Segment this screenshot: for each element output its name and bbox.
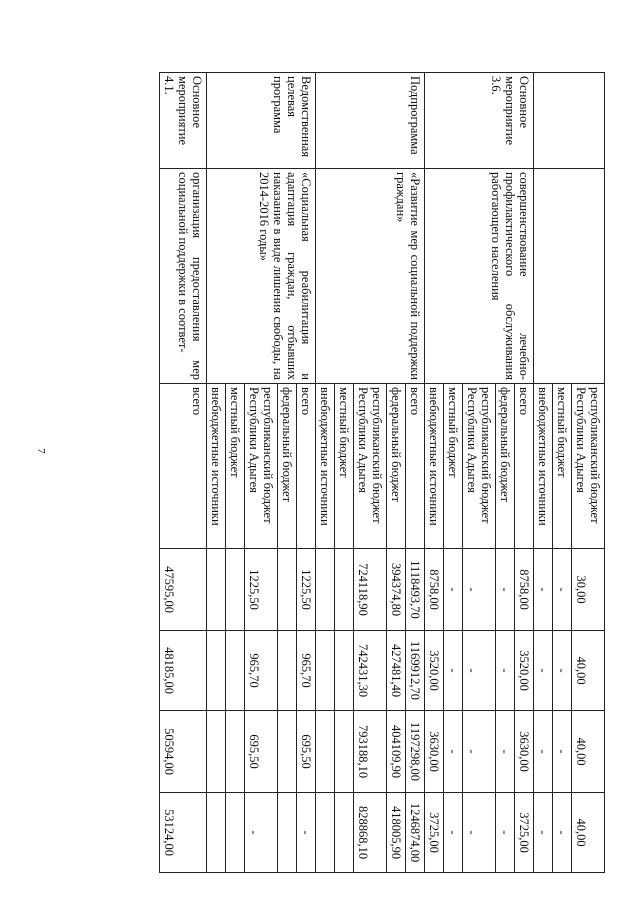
value-cell: 793188,10: [354, 711, 387, 793]
value-cell: -: [553, 711, 572, 793]
source-cell: внебюджетные источники: [207, 384, 226, 549]
value-cell: -: [245, 793, 278, 873]
financing-table: [159, 72, 605, 873]
value-cell: 404109,90: [387, 711, 406, 793]
value-cell: -: [534, 711, 553, 793]
value-cell: 8758,00: [425, 549, 444, 631]
value-cell: [335, 631, 354, 711]
value-cell: 40,00: [572, 631, 605, 711]
value-cell: 1225,50: [297, 549, 316, 631]
value-cell: 50594,00: [160, 711, 207, 793]
source-cell: республиканский бюджет Республики Адыгея: [354, 384, 387, 549]
table-row: [515, 73, 534, 873]
value-cell: -: [496, 793, 515, 873]
value-cell: 1169912,70: [406, 631, 425, 711]
value-cell: [226, 631, 245, 711]
value-cell: -: [496, 631, 515, 711]
value-cell: 965,70: [245, 631, 278, 711]
level-cell: Подпрограмма: [316, 73, 425, 169]
source-cell: местный бюджет: [226, 384, 245, 549]
value-cell: 1225,50: [245, 549, 278, 631]
level-cell: Основное мероприятие 3.6.: [425, 73, 534, 169]
value-cell: 828868,10: [354, 793, 387, 873]
rotated-page: [145, 72, 605, 872]
value-cell: [226, 793, 245, 873]
value-cell: -: [297, 793, 316, 873]
value-cell: 427481,40: [387, 631, 406, 711]
source-cell: всего: [297, 384, 316, 549]
source-cell: внебюджетные источники: [316, 384, 335, 549]
value-cell: [335, 711, 354, 793]
name-cell: совершенствование лечебно-профилактического обслуживания работающего населения: [425, 169, 534, 384]
value-cell: 3630,00: [425, 711, 444, 793]
value-cell: -: [553, 549, 572, 631]
value-cell: -: [553, 631, 572, 711]
value-cell: 3630,00: [515, 711, 534, 793]
source-cell: всего: [160, 384, 207, 549]
source-cell: федеральный бюджет: [278, 384, 297, 549]
value-cell: [316, 631, 335, 711]
value-cell: [278, 711, 297, 793]
table-row: [160, 73, 207, 873]
name-cell: организация предоставления мер социальной поддержки в соответ-: [160, 169, 207, 384]
value-cell: -: [463, 711, 496, 793]
value-cell: [316, 711, 335, 793]
value-cell: 3725,00: [515, 793, 534, 873]
table-row: [297, 73, 316, 873]
value-cell: 40,00: [572, 711, 605, 793]
value-cell: -: [444, 793, 463, 873]
value-cell: 965,70: [297, 631, 316, 711]
source-cell: всего: [406, 384, 425, 549]
value-cell: -: [534, 793, 553, 873]
source-cell: федеральный бюджет: [387, 384, 406, 549]
value-cell: [278, 631, 297, 711]
value-cell: 47595,00: [160, 549, 207, 631]
name-cell: «Развитие мер социальной поддержки граждан»: [316, 169, 425, 384]
source-cell: федеральный бюджет: [496, 384, 515, 549]
level-cell: Основное мероприятие 4.1.: [160, 73, 207, 169]
source-cell: внебюджетные источники: [425, 384, 444, 549]
table-row: [572, 73, 605, 873]
value-cell: 394374,80: [387, 549, 406, 631]
value-cell: [335, 793, 354, 873]
value-cell: 1246874,00: [406, 793, 425, 873]
value-cell: -: [534, 631, 553, 711]
value-cell: 1197298,00: [406, 711, 425, 793]
value-cell: -: [463, 549, 496, 631]
value-cell: 53124,00: [160, 793, 207, 873]
value-cell: 3520,00: [425, 631, 444, 711]
value-cell: -: [496, 549, 515, 631]
value-cell: 3725,00: [425, 793, 444, 873]
source-cell: местный бюджет: [553, 384, 572, 549]
value-cell: [207, 793, 226, 873]
value-cell: 3520,00: [515, 631, 534, 711]
value-cell: -: [444, 711, 463, 793]
level-cell: [534, 73, 605, 169]
value-cell: 695,50: [245, 711, 278, 793]
value-cell: 724118,90: [354, 549, 387, 631]
value-cell: 695,50: [297, 711, 316, 793]
source-cell: республиканский бюджет Республики Адыгея: [572, 384, 605, 549]
value-cell: [207, 631, 226, 711]
value-cell: [335, 549, 354, 631]
value-cell: 8758,00: [515, 549, 534, 631]
value-cell: 48185,00: [160, 631, 207, 711]
value-cell: -: [444, 549, 463, 631]
page-number: 7: [34, 448, 47, 454]
value-cell: [226, 711, 245, 793]
value-cell: -: [534, 549, 553, 631]
value-cell: -: [553, 793, 572, 873]
name-cell: [534, 169, 605, 384]
source-cell: местный бюджет: [444, 384, 463, 549]
value-cell: 30,00: [572, 549, 605, 631]
source-cell: внебюджетные источники: [534, 384, 553, 549]
value-cell: [316, 549, 335, 631]
table-row: [406, 73, 425, 873]
source-cell: республиканский бюджет Республики Адыгея: [245, 384, 278, 549]
value-cell: 742431,30: [354, 631, 387, 711]
value-cell: [207, 711, 226, 793]
source-cell: местный бюджет: [335, 384, 354, 549]
source-cell: всего: [515, 384, 534, 549]
value-cell: [316, 793, 335, 873]
level-cell: Ведомственная целевая программа: [207, 73, 316, 169]
value-cell: -: [463, 631, 496, 711]
name-cell: «Социальная реабилитация и адаптация граждан, отбывших наказание в виде лишения свободы, на 2014-2016 годы»: [207, 169, 316, 384]
value-cell: 40,00: [572, 793, 605, 873]
value-cell: [226, 549, 245, 631]
value-cell: -: [496, 711, 515, 793]
value-cell: 418005,90: [387, 793, 406, 873]
value-cell: [278, 549, 297, 631]
source-cell: республиканский бюджет Республики Адыгея: [463, 384, 496, 549]
value-cell: -: [463, 793, 496, 873]
value-cell: [207, 549, 226, 631]
value-cell: -: [444, 631, 463, 711]
value-cell: [278, 793, 297, 873]
value-cell: 1118493,70: [406, 549, 425, 631]
